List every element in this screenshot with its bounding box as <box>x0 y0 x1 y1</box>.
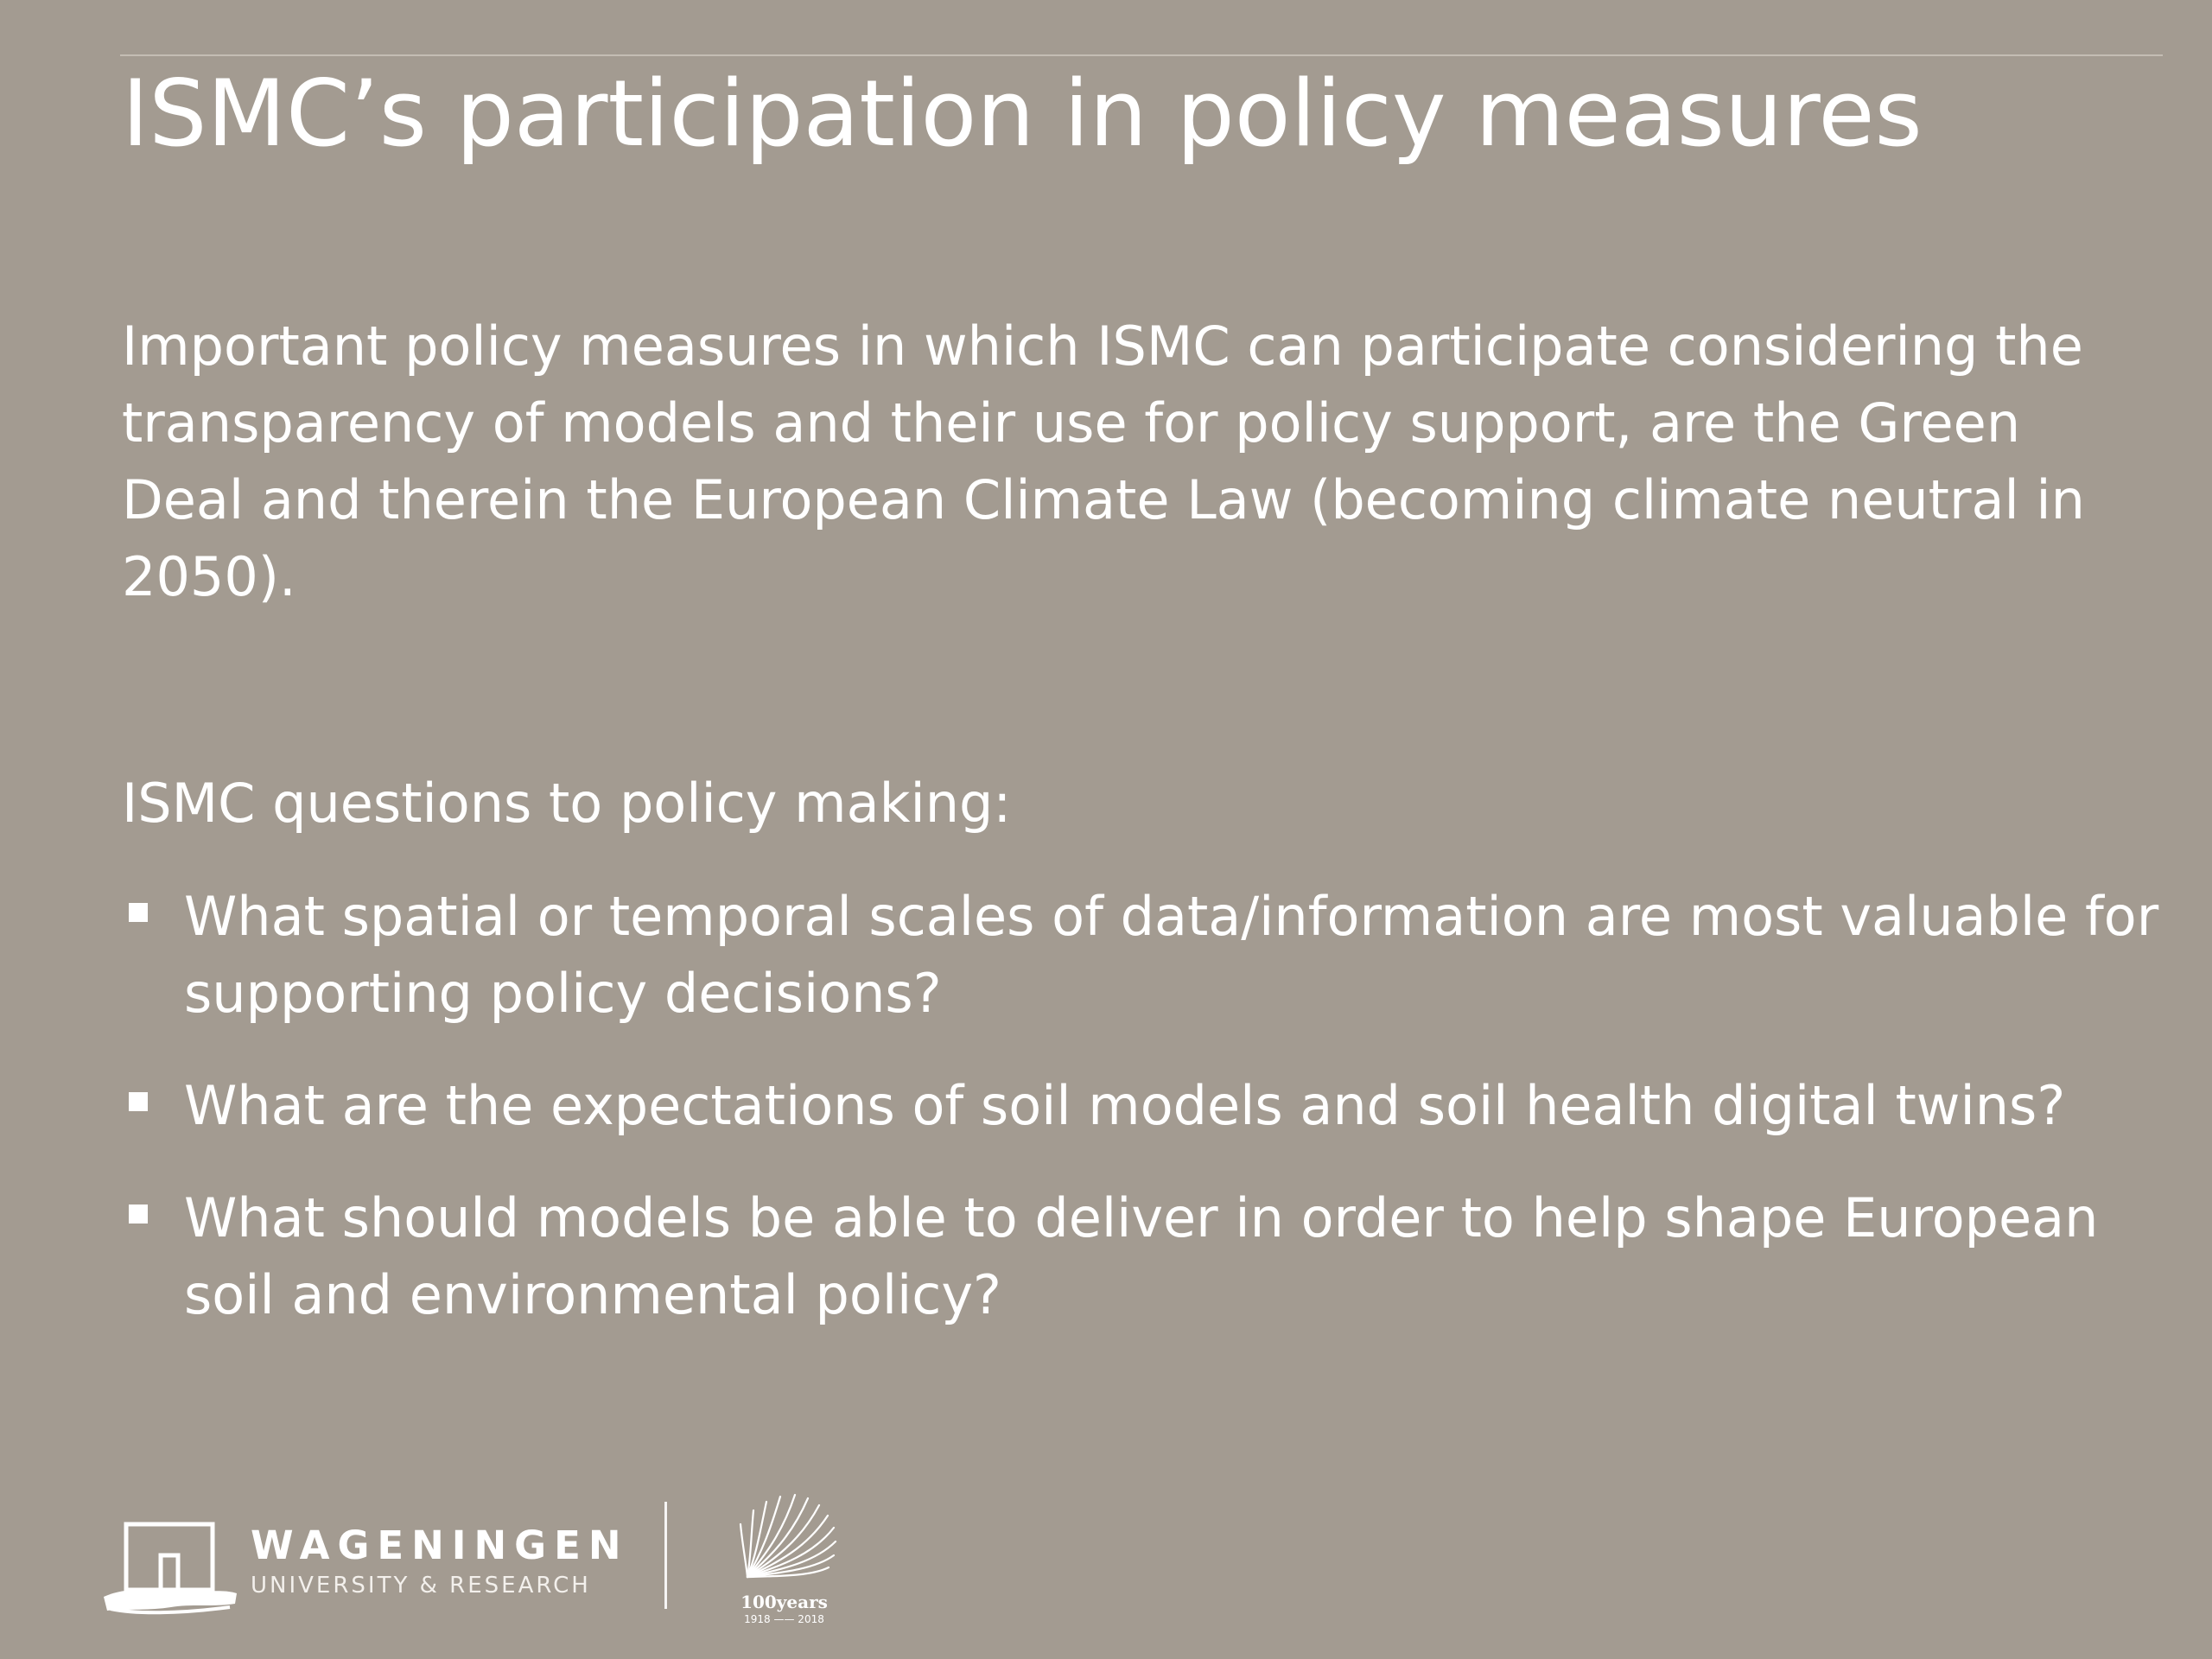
brand-subtitle: UNIVERSITY & RESEARCH <box>251 1573 591 1599</box>
palm-leaf-logo-icon <box>730 1486 838 1586</box>
bullet-icon <box>129 1205 148 1224</box>
bullet-icon <box>129 903 148 922</box>
bullet-icon <box>129 1092 148 1111</box>
question-text: What spatial or temporal scales of data/information are most valuable for supporting policy decisions? <box>184 885 2159 1025</box>
questions-heading: ISMC questions to policy making: <box>122 772 1012 835</box>
question-item <box>122 1179 2187 1333</box>
footer <box>0 1469 2212 1659</box>
question-text: What are the expectations of soil models and soil health digital twins? <box>184 1074 2066 1137</box>
intro-paragraph: Important policy measures in which ISMC can participate considering the transparency of models and their use for policy support, are the Green Deal and therein the European Climate Law (becoming climate neutral in 2050). <box>122 315 2085 608</box>
centenary-years: 1918 —— 2018 <box>744 1613 824 1625</box>
footer-divider <box>664 1502 667 1609</box>
question-item <box>122 1067 2187 1144</box>
questions-list <box>122 878 2187 1369</box>
brand-name: WAGENINGEN <box>251 1522 629 1568</box>
wur-gate-logo-icon <box>100 1514 238 1618</box>
question-item <box>122 878 2187 1032</box>
centenary-label: 100years <box>741 1592 828 1612</box>
question-text: What should models be able to deliver in order to help shape European soil and environmental policy? <box>184 1186 2099 1326</box>
slide-title: ISMC’s participation in policy measures <box>122 60 1923 167</box>
